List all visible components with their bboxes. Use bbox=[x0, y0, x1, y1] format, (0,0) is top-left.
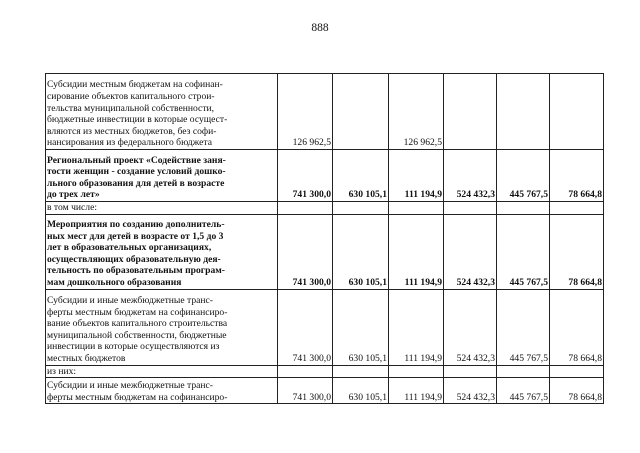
value-text: 78 664,8 bbox=[568, 391, 602, 403]
value-text: 111 194,9 bbox=[404, 391, 442, 403]
value-text: 111 194,9 bbox=[404, 277, 442, 288]
value-cell bbox=[389, 378, 444, 404]
table-row bbox=[46, 289, 604, 365]
budget-table bbox=[45, 73, 604, 404]
table-row bbox=[46, 74, 604, 150]
row-description-cell bbox=[46, 289, 278, 365]
row-description: из них: bbox=[47, 365, 77, 377]
value-cell bbox=[550, 289, 604, 365]
value-cell bbox=[550, 150, 604, 202]
row-description: Мероприятия по созданию дополнитель- ных мест для детей в возрасте от 1,5 до 3 лет в образовательных организациях, осуществляющих образовательную дея- тельность по образовательным програм- мам дошкольного образования bbox=[47, 219, 225, 288]
table-row bbox=[46, 365, 604, 378]
value-cell bbox=[333, 214, 389, 289]
value-cell bbox=[389, 202, 444, 215]
value-cell bbox=[444, 365, 497, 378]
value-cell bbox=[278, 378, 333, 404]
value-cell bbox=[389, 289, 444, 365]
value-cell bbox=[278, 202, 333, 215]
value-cell bbox=[278, 289, 333, 365]
value-cell bbox=[333, 202, 389, 215]
value-cell bbox=[278, 150, 333, 202]
value-cell bbox=[444, 214, 497, 289]
value-text: 741 300,0 bbox=[292, 277, 331, 288]
row-description-cell bbox=[46, 74, 278, 150]
value-text: 78 664,8 bbox=[568, 353, 602, 364]
value-cell bbox=[497, 378, 550, 404]
value-cell bbox=[550, 214, 604, 289]
value-cell bbox=[389, 365, 444, 378]
value-cell bbox=[333, 365, 389, 378]
value-cell bbox=[497, 74, 550, 150]
value-cell bbox=[333, 74, 389, 150]
value-text: 630 105,1 bbox=[348, 391, 387, 403]
value-text: 630 105,1 bbox=[348, 277, 387, 288]
value-text: 445 767,5 bbox=[509, 189, 548, 201]
row-description: в том числе: bbox=[47, 202, 98, 213]
value-text: 445 767,5 bbox=[509, 391, 548, 403]
value-text: 630 105,1 bbox=[348, 189, 387, 201]
value-cell bbox=[497, 214, 550, 289]
value-text: 524 432,3 bbox=[456, 391, 495, 403]
value-cell bbox=[389, 150, 444, 202]
row-description: Субсидии и иные межбюджетные транс- ферты местным бюджетам на софинансиро- вание объектов капитального строительства муниципальной собственности, бюджетные инвестиции в которые осуществляются из местных бюджетов bbox=[47, 295, 228, 364]
value-cell bbox=[389, 74, 444, 150]
value-cell bbox=[278, 365, 333, 378]
value-text: 524 432,3 bbox=[456, 189, 495, 201]
value-text: 741 300,0 bbox=[292, 391, 331, 403]
value-text: 630 105,1 bbox=[348, 353, 387, 364]
row-description-cell bbox=[46, 378, 278, 404]
value-cell bbox=[550, 202, 604, 215]
value-cell bbox=[444, 202, 497, 215]
value-text: 78 664,8 bbox=[568, 189, 602, 201]
value-text: 126 962,5 bbox=[403, 137, 442, 149]
row-description-cell bbox=[46, 202, 278, 215]
value-cell bbox=[333, 378, 389, 404]
value-text: 741 300,0 bbox=[292, 189, 331, 201]
value-text: 126 962,5 bbox=[292, 137, 331, 149]
value-cell bbox=[278, 214, 333, 289]
table-row bbox=[46, 150, 604, 202]
value-cell bbox=[278, 74, 333, 150]
value-cell bbox=[389, 214, 444, 289]
page-number: 888 bbox=[311, 22, 329, 34]
value-cell bbox=[497, 202, 550, 215]
table-body bbox=[46, 74, 604, 404]
row-description-cell bbox=[46, 150, 278, 202]
value-cell bbox=[444, 378, 497, 404]
row-description: Субсидии местным бюджетам на софинан- сирование объектов капитального строи- тельства муниципальной собственности, бюджетные инвестиции в которые осущест- вляются из местных бюджетов, без софи- нансирования из федерального бюджета bbox=[47, 79, 228, 149]
value-cell bbox=[550, 74, 604, 150]
value-cell bbox=[497, 365, 550, 378]
row-description: Субсидии и иные межбюджетные транс- ферты местным бюджетам на софинансиро- bbox=[47, 380, 228, 403]
table-row bbox=[46, 214, 604, 289]
value-cell bbox=[333, 150, 389, 202]
value-cell bbox=[444, 150, 497, 202]
value-cell bbox=[550, 365, 604, 378]
value-text: 78 664,8 bbox=[568, 277, 602, 288]
value-text: 741 300,0 bbox=[292, 353, 331, 364]
value-text: 111 194,9 bbox=[404, 353, 442, 364]
table-row bbox=[46, 378, 604, 404]
value-cell bbox=[444, 289, 497, 365]
value-text: 445 767,5 bbox=[509, 353, 548, 364]
value-cell bbox=[497, 289, 550, 365]
value-cell bbox=[333, 289, 389, 365]
row-description-cell bbox=[46, 214, 278, 289]
value-text: 445 767,5 bbox=[509, 277, 548, 288]
table-row bbox=[46, 202, 604, 215]
value-cell bbox=[444, 74, 497, 150]
value-text: 524 432,3 bbox=[456, 353, 495, 364]
row-description: Региональный проект «Содействие заня- тости женщин - создание условий дошко- льного образования для детей в возрасте до трех лет» bbox=[47, 154, 226, 201]
value-cell bbox=[550, 378, 604, 404]
row-description-cell bbox=[46, 365, 278, 378]
value-text: 524 432,3 bbox=[456, 277, 495, 288]
value-cell bbox=[497, 150, 550, 202]
value-text: 111 194,9 bbox=[404, 189, 442, 201]
